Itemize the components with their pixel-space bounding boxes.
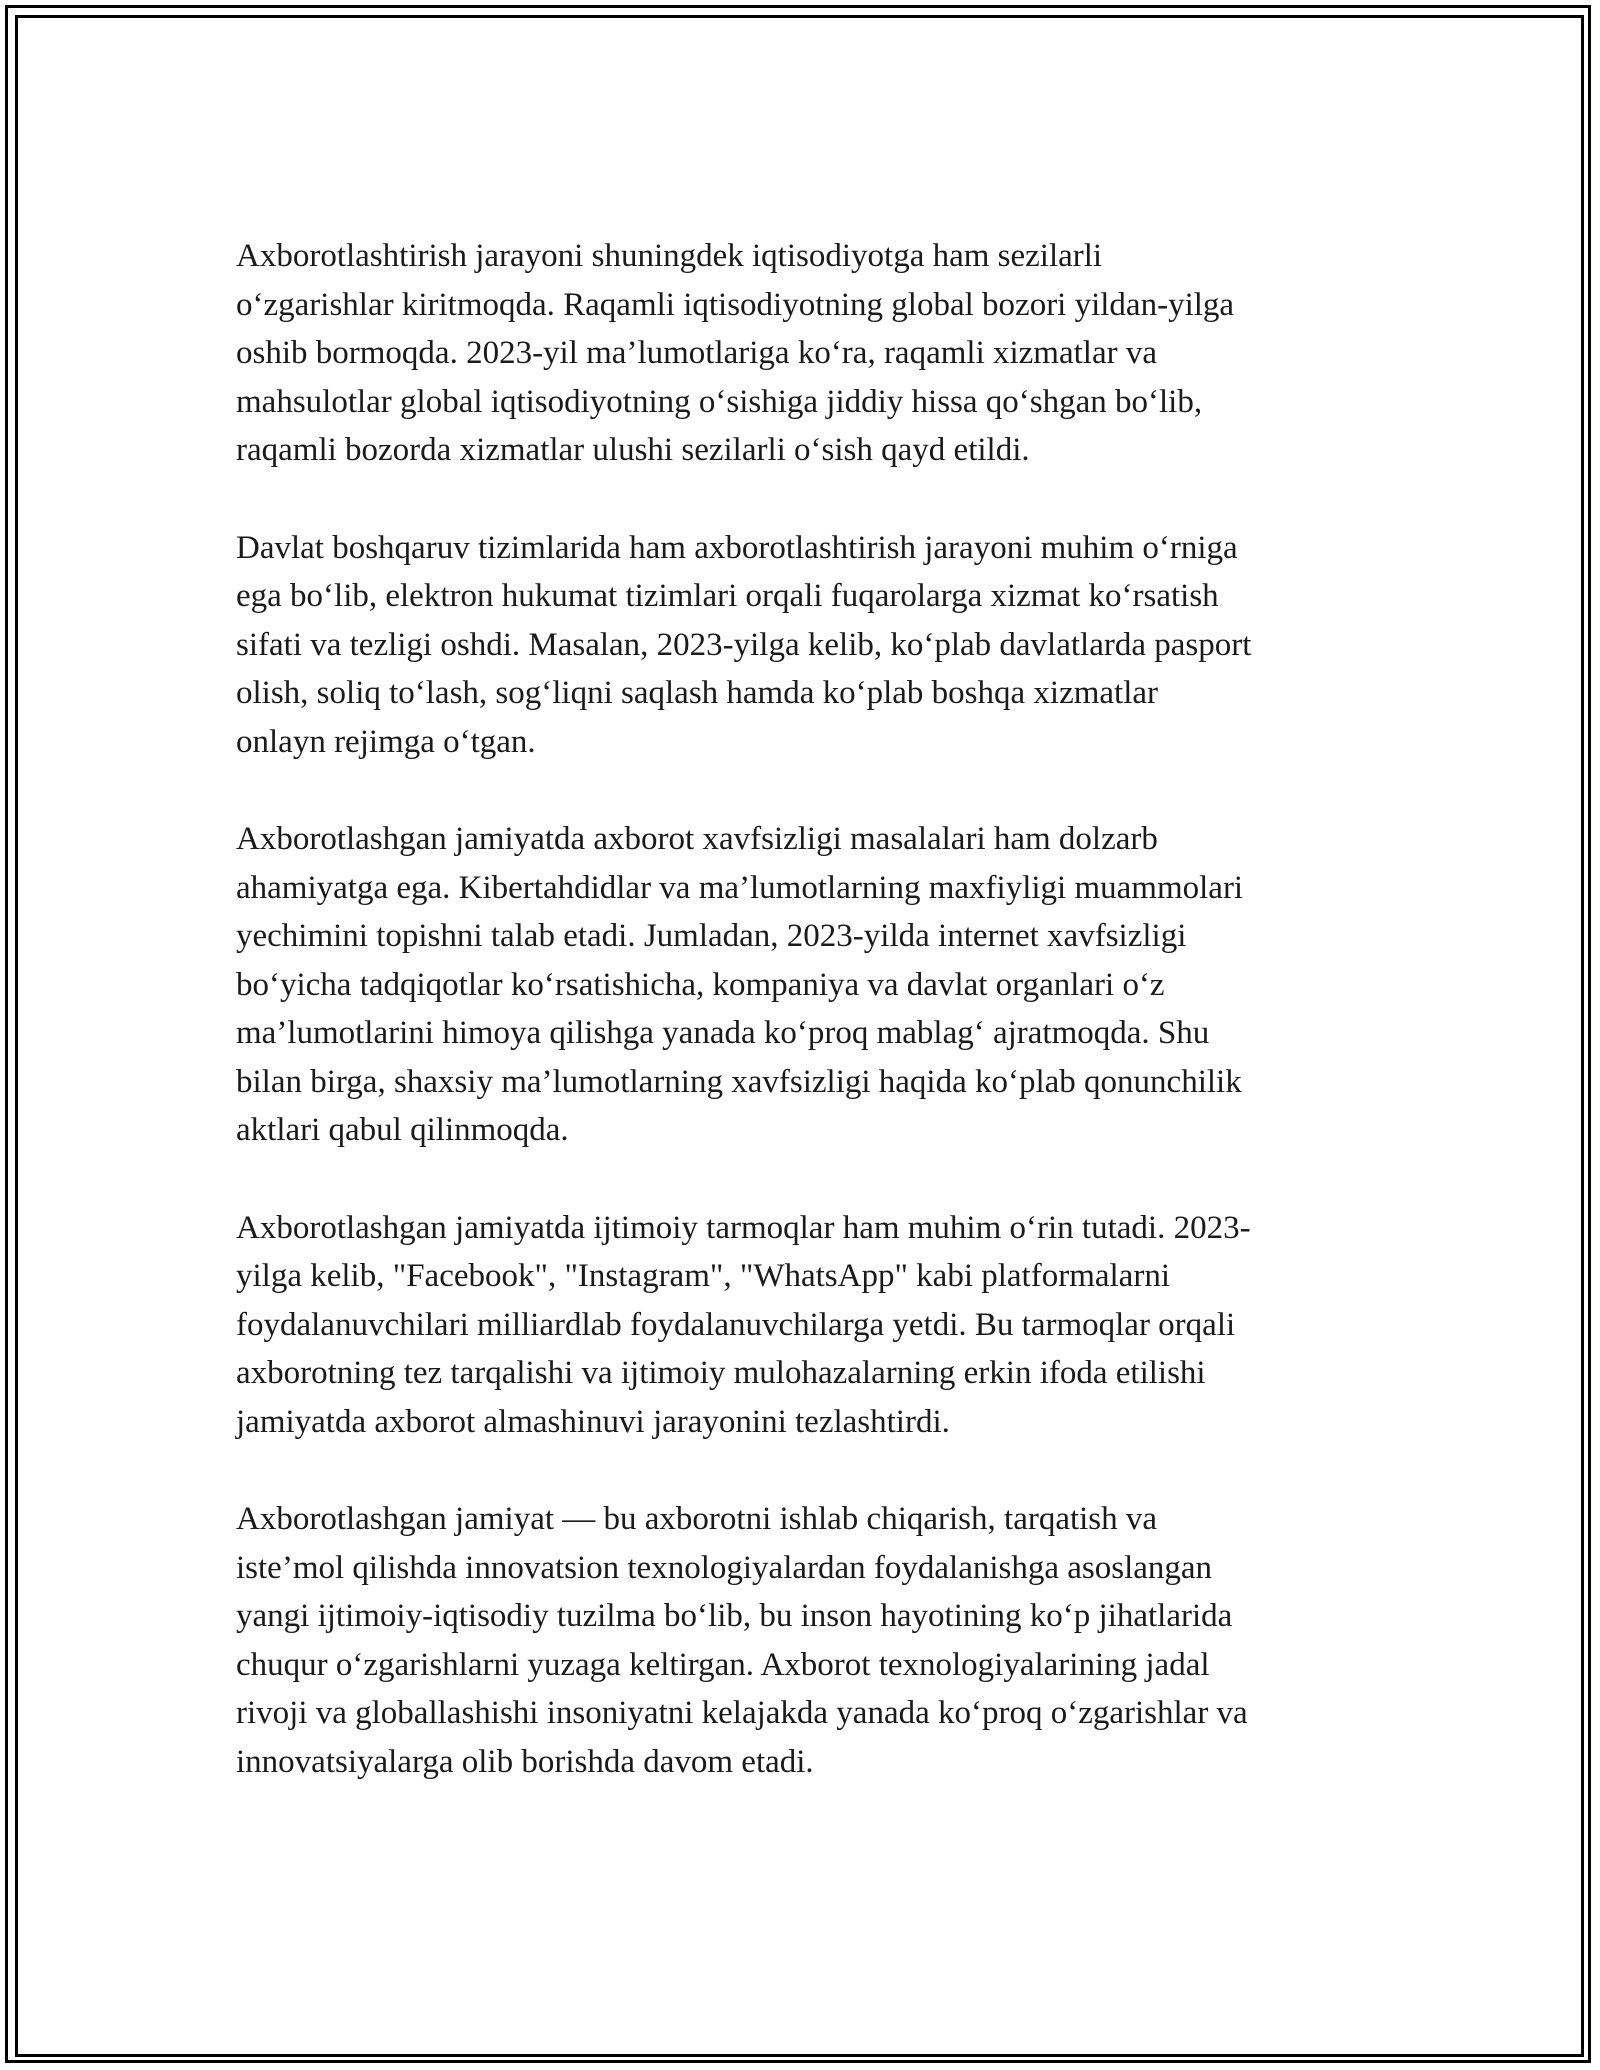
paragraph-social-networks: Axborotlashgan jamiyatda ijtimoiy tarmoqlar ham muhim o‘rin tutadi. 2023- yilga kelib, "Facebook", "Instagram", "WhatsApp" kabi platformalarni foydalanuvchilari milliardlab foydalanuvchilarga yetdi. Bu tarmoqlar orqali axborotning tez tarqalishi va ijtimoiy mulohazalarning erkin ifoda etilishi jamiyatda axborot almashinuvi jarayonini tezlashtirdi. (236, 1209, 1251, 1440)
paragraph-e-government: Davlat boshqaruv tizimlarida ham axborotlashtirish jarayoni muhim o‘rniga ega bo‘lib, elektron hukumat tizimlari orqali fuqarolarga xizmat ko‘rsatish sifati va tezligi oshdi. Masalan, 2023-yilga kelib, ko‘plab davlatlarda pasport olish, soliq to‘lash, sog‘liqni saqlash hamda ko‘plab boshqa xizmatlar onlayn rejimga o‘tgan. (236, 529, 1252, 760)
document-body (236, 232, 1376, 1835)
paragraph-conclusion: Axborotlashgan jamiyat — bu axborotni ishlab chiqarish, tarqatish va iste’mol qilishda innovatsion texnologiyalardan foydalanishga asoslangan yangi ijtimoiy-iqtisodiy tuzilma bo‘lib, bu inson hayotining ko‘p jihatlarida chuqur o‘zgarishlarni yuzaga keltirgan. Axborot texnologiyalarining jadal rivoji va globallashishi insoniyatni kelajakda yanada ko‘proq o‘zgarishlar va innovatsiyalarga olib borishda davom etadi. (236, 1501, 1248, 1780)
paragraph-information-security: Axborotlashgan jamiyatda axborot xavfsizligi masalalari ham dolzarb ahamiyatga ega. Kibertahdidlar va ma’lumotlarning maxfiyligi muammolari yechimini topishni talab etadi. Jumladan, 2023-yilda internet xavfsizligi bo‘yicha tadqiqotlar ko‘rsatishicha, kompaniya va davlat organlari o‘z ma’lumotlarini himoya qilishga yanada ko‘proq mablag‘ ajratmoqda. Shu bilan birga, shaxsiy ma’lumotlarning xavfsizligi haqida ko‘plab qonunchilik aktlari qabul qilinmoqda. (236, 821, 1244, 1148)
paragraph-digital-economy: Axborotlashtirish jarayoni shuningdek iqtisodiyotga ham sezilarli o‘zgarishlar kiritmoqda. Raqamli iqtisodiyotning global bozori yildan-yilga oshib bormoqda. 2023-yil ma’lumotlariga ko‘ra, raqamli xizmatlar va mahsulotlar global iqtisodiyotning o‘sishiga jiddiy hissa qo‘shgan bo‘lib, raqamli bozorda xizmatlar ulushi sezilarli o‘sish qayd etildi. (236, 238, 1235, 468)
